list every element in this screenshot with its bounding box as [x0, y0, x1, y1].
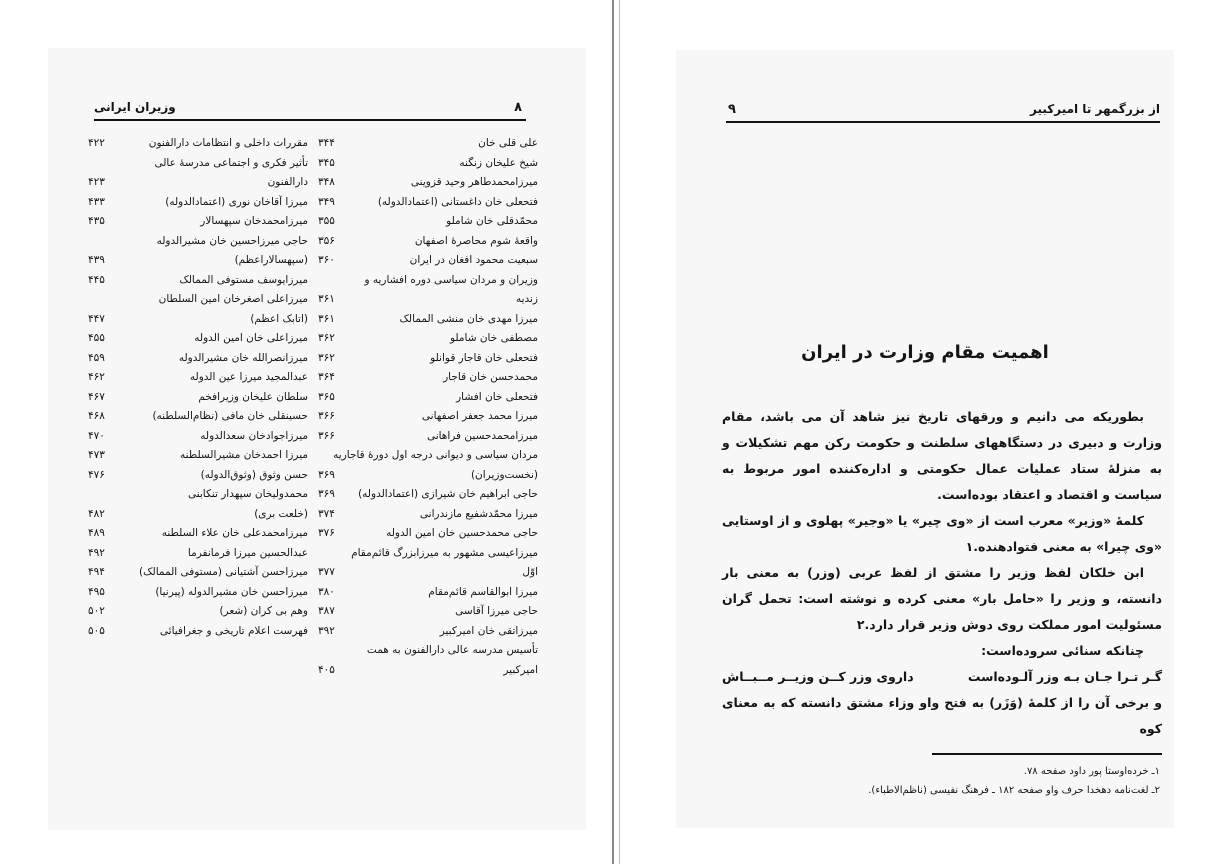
- toc-entry-page: ۳۷۶: [318, 527, 335, 539]
- running-title: از بزرگمهر تا امیرکبیر: [1029, 102, 1160, 116]
- toc-entry-title: حسن وثوق (وثوق‌الدوله): [200, 468, 308, 481]
- toc-entry: [318, 351, 538, 371]
- toc-entry-page: ۳۶۶: [318, 410, 335, 422]
- toc-entry-page: ۳۴۵: [318, 156, 335, 169]
- toc-entry-title: میرزامحمدعلی خان علاء السلطنه: [161, 527, 308, 539]
- right-page: [676, 50, 1174, 828]
- toc-entry: [88, 331, 308, 351]
- toc-entry-page: ۳۶۱: [318, 312, 335, 325]
- left-page: [48, 48, 586, 830]
- toc-entry-page: ۴۲۳: [88, 176, 105, 188]
- toc-entry-title: سلطان علیخان وزیرافخم: [198, 390, 308, 403]
- toc-entry-title: حاجی ابراهیم خان شیرازی (اعتمادالدوله): [358, 488, 538, 500]
- toc-entry-page: ۴۶۸: [88, 410, 105, 422]
- toc-entry-title: علی قلی خان: [478, 137, 538, 149]
- toc-entry-title: میرزاعلی خان امین الدوله: [194, 332, 308, 344]
- toc-entry-title: امیرکبیر: [503, 663, 538, 676]
- book-gutter: [612, 0, 614, 864]
- toc-entry-page: ۴۷۶: [88, 468, 105, 481]
- toc-entry: [318, 565, 538, 585]
- toc-entry-title: فتحعلی خان افشار: [456, 390, 538, 403]
- toc-entry-page: ۳۶۶: [318, 429, 335, 442]
- toc-entry-title: مردان سیاسی و دیوانی درجه اول دورهٔ قاجاریه: [333, 449, 538, 461]
- toc-entry: [318, 448, 538, 468]
- toc-entry: [318, 526, 538, 546]
- toc-entry: [88, 604, 308, 624]
- running-header-left: [94, 100, 526, 118]
- toc-entry: [318, 507, 538, 527]
- toc-entry: [318, 292, 538, 312]
- toc-entry-title: عبدالمجید میرزا عین الدوله: [189, 371, 308, 383]
- toc-entry-title: فتحعلی خان داغستانی (اعتمادالدوله): [377, 195, 538, 208]
- footnote-rule: [932, 753, 1162, 755]
- toc-entry: [88, 156, 308, 176]
- toc-column-left: [88, 136, 308, 643]
- toc-entry-page: ۳۷۷: [318, 566, 335, 578]
- toc-entry: [88, 624, 308, 644]
- toc-entry-title: میرزا مهدی خان منشی الممالک: [399, 312, 538, 325]
- toc-entry-title: سبعیت محمود افغان در ایران: [409, 254, 538, 266]
- toc-entry: [318, 214, 538, 234]
- toc-entry: [318, 390, 538, 410]
- toc-entry: [88, 487, 308, 507]
- toc-entry-page: ۳۶۹: [318, 468, 335, 481]
- verse-hemistich-1: گـر تـرا جـان بـه وزر آلـوده‌است: [967, 669, 1162, 684]
- toc-entry-page: ۳۷۴: [318, 507, 335, 520]
- page-number: ۹: [728, 102, 736, 117]
- toc-entry-title: زندیه: [515, 293, 538, 305]
- toc-entry: [318, 409, 538, 429]
- toc-entry: [88, 507, 308, 527]
- toc-entry: [318, 136, 538, 156]
- toc-entry-title: فهرست اعلام تاریخی و جغرافیائی: [159, 624, 308, 637]
- toc-entry-page: ۳۴۴: [318, 137, 335, 149]
- toc-entry-title: میرزا ابوالقاسم قائم‌مقام: [428, 585, 538, 598]
- toc-entry-page: ۴۵۵: [88, 332, 105, 344]
- toc-entry-title: میرزاعلی اصغرخان امین السلطان: [158, 293, 308, 305]
- toc-entry-page: ۴۷۰: [88, 429, 105, 442]
- toc-entry: [318, 156, 538, 176]
- toc-entry-page: ۳۴۹: [318, 195, 335, 208]
- toc-entry-page: ۳۸۰: [318, 585, 335, 598]
- header-rule: [726, 121, 1160, 123]
- toc-entry: [318, 175, 538, 195]
- toc-entry-page: ۳۴۸: [318, 176, 335, 188]
- body-text: [722, 404, 1162, 742]
- toc-entry: [318, 624, 538, 644]
- footnote-2: ۲ـ لغت‌نامه دهخدا حرف واو صفحه ۱۸۲ ـ فرهنگ نفیسی (ناظم‌الاطباء).: [868, 785, 1160, 796]
- toc-entry-page: ۴۹۴: [88, 566, 105, 578]
- toc-entry-page: ۵۰۵: [88, 624, 105, 637]
- toc-entry: [318, 546, 538, 566]
- toc-entry-title: محمدحسن خان قاجار: [443, 371, 538, 383]
- toc-entry-title: تأسیس مدرسه عالی دارالفنون به همت: [366, 644, 538, 656]
- toc-entry-title: میرزاجوادخان سعدالدوله: [200, 429, 308, 442]
- toc-entry-title: میرزا محمد جعفر اصفهانی: [421, 410, 538, 422]
- toc-entry: [88, 448, 308, 468]
- toc-entry: [88, 136, 308, 156]
- toc-entry-page: ۴۶۲: [88, 371, 105, 383]
- toc-entry: [318, 253, 538, 273]
- toc-entry: [88, 273, 308, 293]
- toc-entry-title: میرزامحمدخان سپهسالار: [200, 215, 308, 227]
- toc-entry: [88, 214, 308, 234]
- toc-entry: [88, 565, 308, 585]
- toc-entry-title: میرزا محمّدشفیع مازندرانی: [419, 507, 538, 520]
- toc-entry-title: میرزا احمدخان مشیرالسلطنه: [180, 449, 308, 461]
- toc-entry-page: ۴۹۵: [88, 585, 105, 598]
- toc-entry-page: ۴۴۷: [88, 312, 105, 325]
- header-rule: [94, 119, 526, 121]
- toc-entry-page: ۴۴۵: [88, 273, 105, 286]
- poem-verse: [722, 664, 1162, 690]
- toc-entry-title: میرزامحمدحسین فراهانی: [426, 429, 538, 442]
- footnote-1: ۱ـ خرده‌اوستا پور داود صفحه ۷۸.: [1023, 766, 1160, 777]
- toc-entry-title: وزیران و مردان سیاسی دوره افشاریه و: [364, 273, 538, 286]
- toc-entry: [318, 331, 538, 351]
- toc-entry-page: ۳۶۵: [318, 390, 335, 403]
- toc-entry: [318, 643, 538, 663]
- toc-entry-title: میرزاتقی خان امیرکبیر: [439, 624, 538, 637]
- toc-entry-title: میرزایوسف مستوفی الممالک: [179, 273, 308, 286]
- verse-hemistich-2: داروی وزر کــن وزیــر مــبــاش: [722, 669, 914, 684]
- toc-entry-title: (خلعت بری): [254, 507, 308, 520]
- running-title: وزیران ایرانی: [94, 100, 176, 114]
- toc-entry-title: حاجی میرزاحسین خان مشیرالدوله: [156, 234, 308, 247]
- toc-entry-page: ۳۹۲: [318, 624, 335, 637]
- toc-entry-page: ۳۸۷: [318, 605, 335, 617]
- toc-entry-title: میرزانصرالله خان مشیرالدوله: [178, 351, 308, 364]
- toc-entry-title: (اتابک اعظم): [250, 312, 308, 325]
- toc-entry-title: دارالفنون: [267, 176, 308, 188]
- toc-entry-page: ۴۰۵: [318, 663, 335, 676]
- toc-entry-page: ۳۶۲: [318, 332, 335, 344]
- toc-entry-page: ۴۵۹: [88, 351, 105, 364]
- running-header-right: [726, 102, 1160, 120]
- toc-entry: [318, 234, 538, 254]
- toc-entry-page: ۴۹۲: [88, 546, 105, 559]
- toc-entry-title: حاجی میرزا آقاسی: [455, 605, 538, 617]
- toc-entry-title: عبدالحسین میرزا فرمانفرما: [187, 546, 308, 559]
- toc-entry-title: محمدولیخان سپهدار تنکابنی: [187, 488, 308, 500]
- toc-entry: [318, 312, 538, 332]
- toc-entry-page: ۵۰۲: [88, 605, 105, 617]
- toc-entry-page: ۴۸۹: [88, 527, 105, 539]
- toc-entry-title: تأثیر فکری و اجتماعی مدرسهٔ عالی: [154, 156, 308, 169]
- toc-entry-title: (نخست‌وزیران): [470, 468, 538, 481]
- toc-entry-page: ۳۵۶: [318, 234, 335, 247]
- toc-entry-page: ۳۵۵: [318, 215, 335, 227]
- toc-entry-title: اوّل: [522, 566, 538, 578]
- toc-entry: [88, 351, 308, 371]
- toc-entry-page: ۳۶۲: [318, 351, 335, 364]
- toc-entry: [88, 468, 308, 488]
- toc-entry: [318, 604, 538, 624]
- toc-entry-title: فتحعلی خان قاجار قوانلو: [430, 351, 538, 364]
- toc-entry-title: میرزاعیسی مشهور به میرزابزرگ قائم‌مقام: [351, 546, 538, 559]
- toc-entry-page: ۴۸۲: [88, 507, 105, 520]
- toc-entry: [318, 585, 538, 605]
- toc-entry: [318, 663, 538, 683]
- toc-entry: [318, 273, 538, 293]
- toc-entry-title: شیخ علیخان زنگنه: [459, 156, 538, 169]
- toc-entry-page: ۴۳۵: [88, 215, 105, 227]
- book-gutter-shadow: [619, 0, 620, 864]
- toc-entry-title: میرزاحسن آشتیانی (مستوفی الممالک): [139, 566, 308, 578]
- toc-entry: [318, 429, 538, 449]
- toc-entry: [88, 312, 308, 332]
- toc-entry-page: ۴۳۳: [88, 195, 105, 208]
- paragraph-3: ابن خلکان لفظ وزیر را مشتق از لفظ عربی (وزر) به معنی بار دانسته، و وزیر را «حامل بار» معنی کرده و نوشته است: تحمل گران مسئولیت امور مملکت روی دوش وزیر قرار دارد.۲: [722, 565, 1162, 632]
- toc-entry: [88, 370, 308, 390]
- paragraph-1: بطوریکه می دانیم و ورقهای تاریخ نیز شاهد آن می باشد، مقام وزارت و دبیری در دستگاههای سلطنت و حکومت رکن مهم تشکیلات و به منزلهٔ ستاد عملیات عمال حکومتی و اداره‌کننده امور مربوط به سیاست و اقتصاد و اعتقاد بوده‌است.: [722, 409, 1162, 502]
- toc-entry: [88, 546, 308, 566]
- paragraph-5: و برخی آن را از کلمهٔ (وَزَر) به فتح واو وزاء مشتق دانسته که به معنای کوه: [722, 695, 1162, 736]
- paragraph-2: کلمهٔ «وزیر» معرب است از «وی چیر» یا «وجیر» پهلوی و از اوستایی «وی چیرا» به معنی فتوادهنده.۱: [722, 513, 1162, 554]
- toc-entry: [88, 409, 308, 429]
- toc-entry: [88, 195, 308, 215]
- toc-entry: [88, 292, 308, 312]
- chapter-heading: اهمیت مقام وزارت در ایران: [801, 342, 1049, 363]
- toc-entry-title: میرزاحسن خان مشیرالدوله (پیرنیا): [155, 585, 308, 598]
- toc-entry-page: ۳۶۹: [318, 488, 335, 500]
- toc-entry: [318, 370, 538, 390]
- paragraph-4: چنانکه سنائی سروده‌است:: [981, 643, 1144, 658]
- toc-entry: [88, 234, 308, 254]
- toc-entry: [88, 526, 308, 546]
- toc-entry-page: ۴۳۹: [88, 254, 105, 266]
- table-of-contents: [88, 136, 538, 736]
- toc-entry-page: ۴۶۷: [88, 390, 105, 403]
- toc-entry: [88, 585, 308, 605]
- toc-entry-page: ۳۶۴: [318, 371, 335, 383]
- toc-entry-page: ۳۶۱: [318, 293, 335, 305]
- toc-column-right: [318, 136, 538, 682]
- toc-entry-title: میرزا آقاخان نوری (اعتمادالدوله): [165, 195, 308, 208]
- toc-entry-title: واقعهٔ شوم محاصرهٔ اصفهان: [414, 234, 538, 247]
- toc-entry-title: مقررات داخلی و انتظامات دارالفنون: [148, 137, 308, 149]
- page-number: ۸: [514, 100, 522, 115]
- toc-entry-title: محمّدقلی خان شاملو: [446, 215, 538, 227]
- toc-entry-page: ۴۷۳: [88, 449, 105, 461]
- toc-entry: [88, 253, 308, 273]
- toc-entry-page: ۴۲۲: [88, 137, 105, 149]
- toc-entry: [88, 429, 308, 449]
- toc-entry: [318, 487, 538, 507]
- toc-entry-page: ۳۶۰: [318, 254, 335, 266]
- toc-entry-title: وهم بی کران (شعر): [219, 605, 308, 617]
- toc-entry-title: حاجی محمدحسین خان امین الدوله: [386, 527, 538, 539]
- toc-entry: [318, 195, 538, 215]
- toc-entry: [318, 468, 538, 488]
- toc-entry-title: حسینقلی خان مافی (نظام‌السلطنه): [152, 410, 308, 422]
- toc-entry-title: مصطفی خان شاملو: [449, 332, 538, 344]
- toc-entry-title: (سپهسالاراعظم): [234, 254, 308, 266]
- toc-entry: [88, 390, 308, 410]
- toc-entry: [88, 175, 308, 195]
- toc-entry-title: میرزامحمدطاهر وحید قزوینی: [410, 176, 538, 188]
